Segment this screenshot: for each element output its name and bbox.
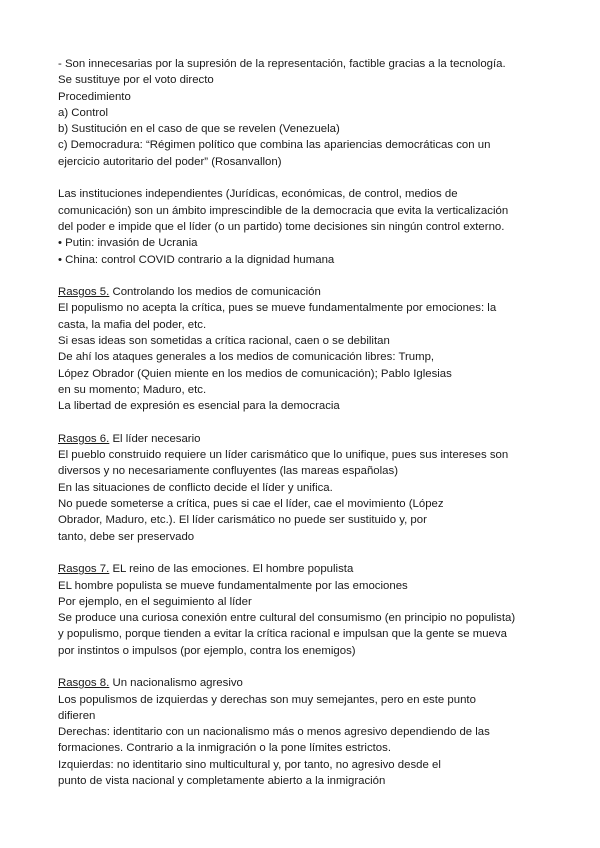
text-line: punto de vista nacional y completamente abierto a la inmigración: [58, 775, 386, 788]
text-line: c) Democradura: “Régimen político que combina las apariencias democráticas con un: [58, 139, 491, 152]
paragraph-gap: [58, 545, 560, 561]
text-line: Las instituciones independientes (Jurídicas, económicas, de control, medios de: [58, 188, 458, 201]
text-line: Si esas ideas son sometidas a crítica racional, caen o se debilitan: [58, 335, 390, 348]
section-rasgos-6: [58, 431, 560, 545]
text-line: El populismo no acepta la crítica, pues se mueve fundamentalmente por emociones: la: [58, 302, 497, 315]
text-line: Por ejemplo, en el seguimiento al líder: [58, 595, 252, 608]
section-rasgos-8: [58, 675, 560, 789]
text-line: diversos y no necesariamente confluyentes (las mareas españolas): [58, 465, 398, 478]
section-heading: [58, 675, 560, 691]
paragraph-gap: [58, 268, 560, 284]
section-label: Rasgos 5.: [58, 286, 110, 299]
text-line: - Son innecesarias por la supresión de la representación, factible gracias a la tecnología.: [58, 58, 506, 70]
text-line: b) Sustitución en el caso de que se revelen (Venezuela): [58, 123, 340, 136]
section-heading: [58, 561, 560, 577]
text-line: EL hombre populista se mueve fundamentalmente por las emociones: [58, 579, 408, 592]
bullet-item: • Putin: invasión de Ucrania: [58, 237, 198, 250]
text-line: Se produce una curiosa conexión entre cultural del consumismo (en principio no populista): [58, 612, 516, 625]
text-line: Los populismos de izquierdas y derechas son muy semejantes, pero en este punto: [58, 693, 476, 706]
text-line: difieren: [58, 709, 96, 722]
section-label: Rasgos 8.: [58, 677, 110, 690]
section-title: Un nacionalismo agresivo: [109, 677, 243, 690]
institutions-block: [58, 186, 560, 267]
paragraph-gap: [58, 170, 560, 186]
section-heading: [58, 431, 560, 447]
section-label: Rasgos 6.: [58, 432, 110, 445]
text-line: a) Control: [58, 106, 109, 119]
text-line: La libertad de expresión es esencial para la democracia: [58, 400, 340, 413]
section-title: El líder necesario: [109, 432, 201, 445]
text-line: casta, la mafia del poder, etc.: [58, 318, 207, 331]
text-line: El pueblo construido requiere un líder carismático que lo unifique, pues sus intereses son: [58, 449, 509, 462]
text-line: comunicación) son un ámbito imprescindible de la democracia que evita la verticalización: [58, 204, 509, 217]
section-rasgos-7: [58, 561, 560, 659]
intro-block: [58, 56, 560, 170]
section-heading: [58, 284, 560, 300]
text-line: De ahí los ataques generales a los medios de comunicación libres: Trump,: [58, 351, 435, 364]
text-line: formaciones. Contrario a la inmigración o la pone límites estrictos.: [58, 742, 392, 755]
text-line: Derechas: identitario con un nacionalismo más o menos agresivo dependiendo de las: [58, 726, 490, 739]
text-line: en su momento; Maduro, etc.: [58, 383, 207, 396]
text-line: por instintos o impulsos (por ejemplo, contra los enemigos): [58, 644, 356, 657]
text-line: Izquierdas: no identitario sino multicultural y, por tanto, no agresivo desde el: [58, 758, 441, 771]
text-line: En las situaciones de conflicto decide el líder y unifica.: [58, 481, 333, 494]
paragraph-gap: [58, 659, 560, 675]
text-line: No puede someterse a crítica, pues si cae el líder, cae el movimiento (López: [58, 498, 444, 511]
text-line: tanto, debe ser preservado: [58, 530, 195, 543]
text-line: Se sustituye por el voto directo: [58, 74, 214, 87]
text-line: Procedimiento: [58, 90, 131, 103]
section-title: Controlando los medios de comunicación: [109, 286, 321, 299]
paragraph-gap: [58, 415, 560, 431]
text-line: Obrador, Maduro, etc.). El líder carismático no puede ser sustituido y, por: [58, 514, 427, 527]
section-title: EL reino de las emociones. El hombre populista: [109, 563, 354, 576]
text-line: López Obrador (Quien miente en los medios de comunicación); Pablo Iglesias: [58, 367, 452, 380]
text-line: ejercicio autoritario del poder” (Rosanvallon): [58, 155, 282, 168]
section-rasgos-5: [58, 284, 560, 414]
bullet-item: • China: control COVID contrario a la dignidad humana: [58, 253, 335, 266]
text-line: del poder e impide que el líder (o un partido) tome decisiones sin ningún control externo.: [58, 220, 505, 233]
section-label: Rasgos 7.: [58, 563, 110, 576]
text-line: y populismo, porque tienden a evitar la crítica racional e impulsan que la gente se mueva: [58, 628, 507, 641]
